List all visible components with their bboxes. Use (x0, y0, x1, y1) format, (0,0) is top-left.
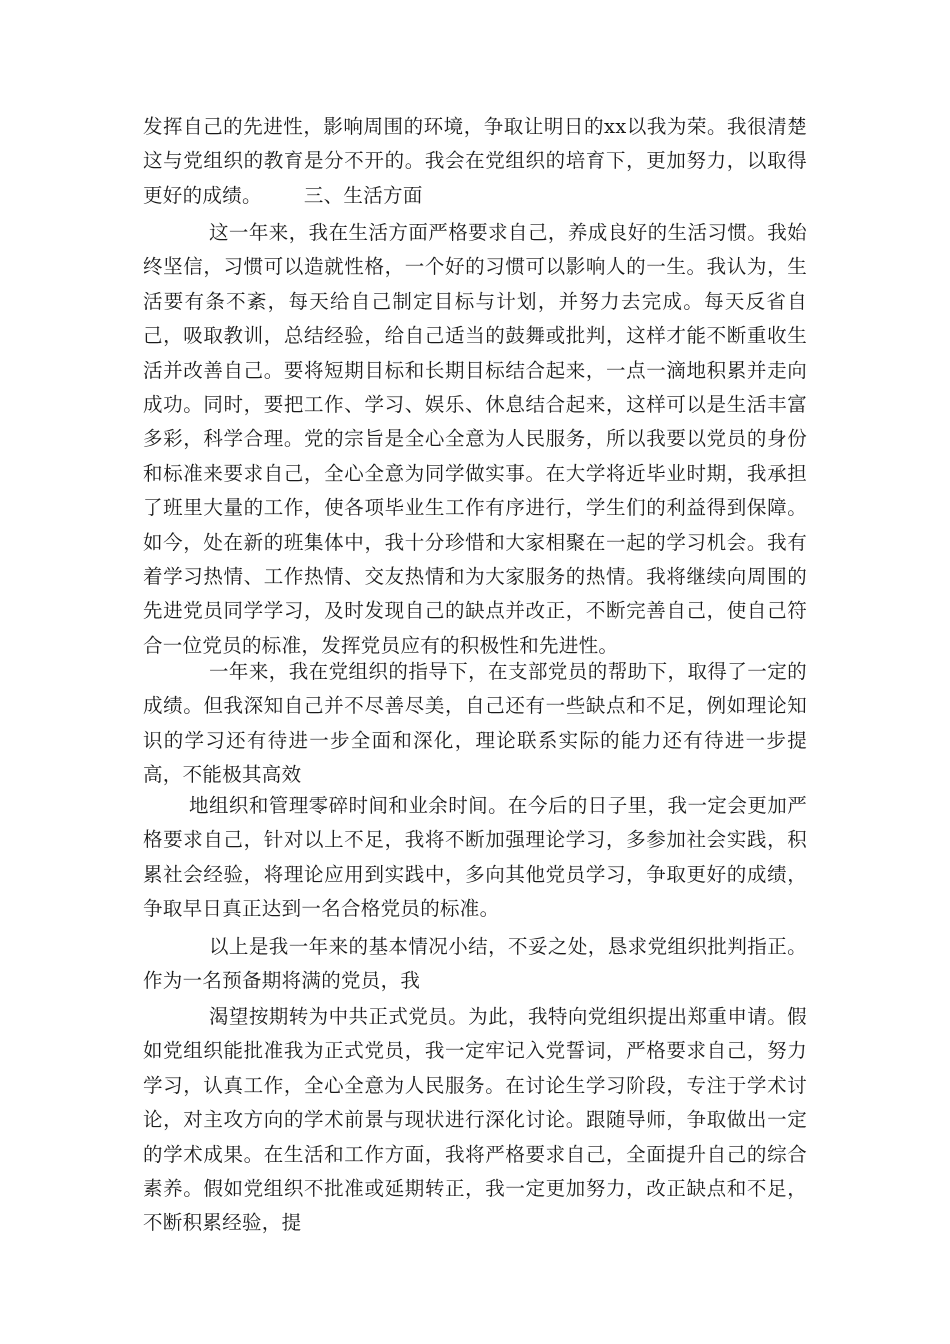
paragraph-6: 渴望按期转为中共正式党员。为此，我特向党组织提出郑重申请。假如党组织能批准我为正式党员，我一定牢记入党誓词，严格要求自己，努力学习，认真工作，全心全意为人民服务。在讨论生学习阶段，专注于学术讨论，对主攻方向的学术前景与现状进行深化讨论。跟随导师，争取做出一定的学术成果。在生活和工作方面，我将严格要求自己，全面提升自己的综合素养。假如党组织不批准或延期转正，我一定更加努力，改正缺点和不足，不断积累经验，提 (143, 1005, 807, 1235)
paragraph-4: 地组织和管理零碎时间和业余时间。在今后的日子里，我一定会更加严格要求自己，针对以上不足，我将不断加强理论学习，多参加社会实践，积累社会经验，将理论应用到实践中，多向其他党员学习，争取更好的成绩，争取早日真正达到一名合格党员的标准。 (143, 794, 807, 921)
paragraph-1 (143, 110, 807, 213)
paragraph-3: 一年来，我在党组织的指导下，在支部党员的帮助下，取得了一定的成绩。但我深知自己并不尽善尽美，自己还有一些缺点和不足，例如理论知识的学习还有待进一步全面和深化，理论联系实际的能力还有待进一步提高，不能极其高效 (143, 660, 807, 787)
paragraph-5: 以上是我一年来的基本情况小结，不妥之处，恳求党组织批判指正。作为一名预备期将满的党员，我 (143, 935, 807, 993)
section-heading-life: 三、生活方面 (303, 183, 423, 207)
paragraph-1-text: 发挥自己的先进性，影响周围的环境，争取让明日的xx以我为荣。我很清楚这与党组织的教育是分不开的。我会在党组织的培育下，更加努力，以取得更好的成绩。 (143, 115, 807, 207)
paragraph-2: 这一年来，我在生活方面严格要求自己，养成良好的生活习惯。我始终坚信，习惯可以造就性格，一个好的习惯可以影响人的一生。我认为，生活要有条不紊，每天给自己制定目标与计划，并努力去完成。每天反省自己，吸取教训，总结经验，给自己适当的鼓舞或批判，这样才能不断重收生活并改善自己。要将短期目标和长期目标结合起来，一点一滴地积累并走向成功。同时，要把工作、学习、娱乐、休息结合起来，这样可以是生活丰富多彩，科学合理。党的宗旨是全心全意为人民服务，所以我要以党员的身份和标准来要求自己，全心全意为同学做实事。在大学将近毕业时期，我承担了班里大量的工作，使各项毕业生工作有序进行，学生们的利益得到保障。如今，处在新的班集体中，我十分珍惜和大家相聚在一起的学习机会。我有着学习热情、工作热情、交友热情和为大家服务的热情。我将继续向周围的先进党员同学学习，及时发现自己的缺点并改正，不断完善自己，使自己符合一位党员的标准，发挥党员应有的积极性和先进性。 (143, 221, 807, 657)
